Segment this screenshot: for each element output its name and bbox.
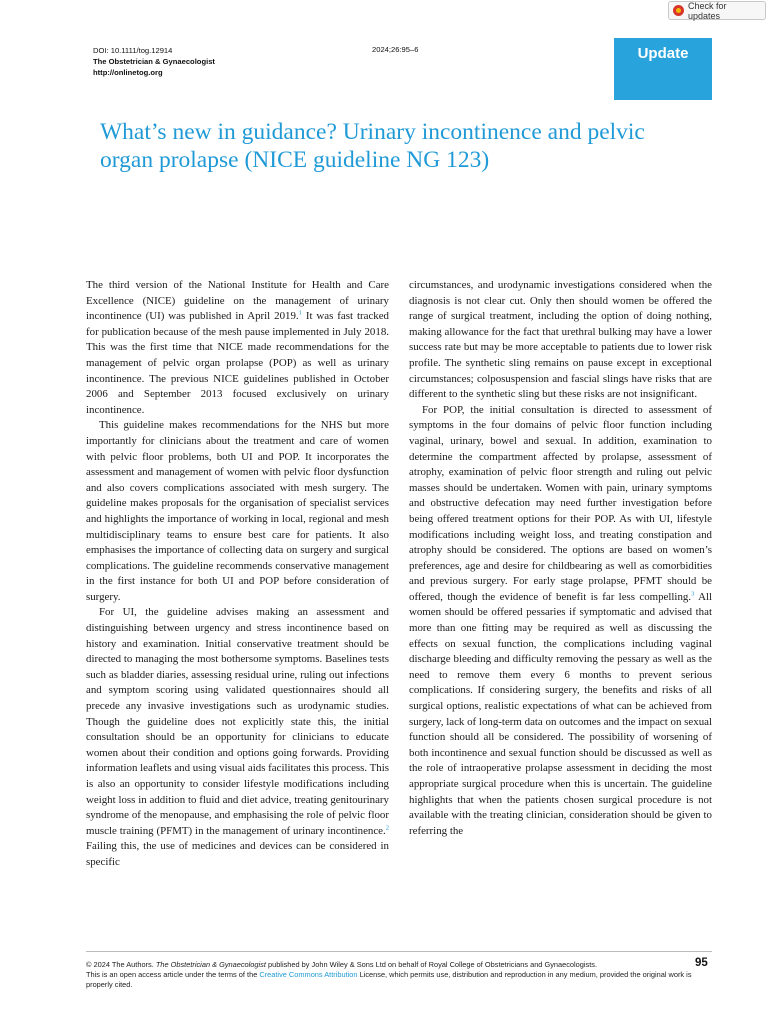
crossmark-icon bbox=[673, 5, 684, 16]
footer-divider bbox=[86, 951, 712, 952]
column-left bbox=[86, 278, 389, 871]
article-title: What’s new in guidance? Urinary incontinence and pelvic organ prolapse (NICE guideline NG 123) bbox=[100, 119, 645, 173]
journal-name: The Obstetrician & Gynaecologist bbox=[93, 57, 215, 66]
paragraph: For UI, the guideline advises making an assessment and distinguishing between urgency and stress incontinence based on history and examination. Initial conservative treatment should be directed to managing the most bothersome symptoms. Baselines tests such as bladder diaries, assessing residual urine, ruling out infections and symptom scoring using validated questionnaires should all precede any invasive investigations such as urodynamic studies. Though the guideline does not explicitly state this, the initial consultation should be an opportunity for clinicians to educate women about their condition and options going forwards. Providing information leaflets and using visual aids facilitates this process. This is also an opportunity to consider lifestyle modifications including weight loss in addition to fluid and diet advice, treating genitourinary syndrome of the menopause, and emphasising the role of pelvic floor muscle training (PFMT) in the management of urinary incontinence.$^2$ Failing this, the use of medicines and devices can be considered in specific bbox=[86, 606, 389, 868]
reference-link[interactable]: 3 bbox=[691, 590, 695, 598]
volume-info: 2024;26:95–6 bbox=[372, 45, 419, 54]
check-for-updates-button[interactable] bbox=[668, 1, 766, 20]
copyright-footer: © 2024 The Authors. The Obstetrician & Gynaecologist published by John Wiley & Sons Ltd on behalf of Royal College of Obstetricians and Gynaecologists. This is an open access article under the terms of the Creative Commons Attribution License, which permits use, distribution and reproduction in any medium, provided the original work is properly cited. bbox=[86, 960, 692, 989]
paragraph: This guideline makes recommendations for the NHS but more importantly for clinicians about the treatment and care of women with pelvic floor problems, both UI and POP. It incorporates the assessment and management of women with pelvic floor dysfunction and also covers complications associated with mesh surgery. The guideline makes proposals for the organisation of specialist services and highlights the importance of working in local, regional and mesh multidisciplinary teams to ensure best care for patients. It also emphasises the importance of collecting data on surgery and surgical complications. The guideline recommends conservative management in the first instance for both UI and POP before consideration of surgery. bbox=[86, 419, 389, 603]
reference-link[interactable]: 2 bbox=[385, 824, 389, 832]
section-badge: Update bbox=[614, 38, 712, 100]
page-number: 95 bbox=[695, 957, 708, 969]
check-for-updates-label: Check for updates bbox=[688, 0, 727, 21]
column-right bbox=[409, 278, 712, 839]
article-meta bbox=[93, 45, 215, 78]
doi: DOI: 10.1111/tog.12914 bbox=[93, 46, 173, 55]
paragraph: circumstances, and urodynamic investigations considered when the diagnosis is not clear cut. Only then should women be offered the range of surgical treatment, including the option of doing nothing, making allowance for the fact that urethral bulking may have a lower success rate but may be more acceptable to patients due to lower risk profile. The synthetic sling remains on pause except in exceptional circumstances; colposuspension and fascial slings have risks that are different to the synthetic sling but these risks are not insignificant. bbox=[409, 279, 712, 401]
journal-url[interactable]: http://onlinetog.org bbox=[93, 68, 163, 77]
license-link[interactable]: Creative Commons Attribution bbox=[259, 970, 358, 979]
reference-link[interactable]: 1 bbox=[298, 309, 302, 317]
paragraph: For POP, the initial consultation is directed to assessment of symptoms in the four domains of pelvic floor function including vaginal, urinary, bowel and sexual. In addition, examination to determine the compartment affected by prolapse, assessment of atrophy, examination of pelvic floor strength and ruling out pelvic masses should be undertaken. Women with pain, urinary symptoms and obstructive defecation may need further investigation before being offered treatment options for their POP. As with UI, lifestyle modifications including weight loss, and treating constipation and atrophy should be considered. The options are based on women’s preferences, age and desire for childbearing as well as comorbidities and previous surgery. For early stage prolapse, PFMT should be offered, though the evidence of benefit is far less compelling.$^3$ All women should be offered pessaries if symptomatic and advised that more than one fitting may be required as well as discussing the effects on sexual function, the complications including vaginal discharge bleeding and difficulty removing the pessary as well as the need to remove them every 6 months to prevent serious complications. If considering surgery, the benefits and risks of all surgical options, realistic expectations of what can be achieved from surgery, lack of long-term data on outcomes and the impact on sexual function should all be considered. The possibility of worsening of both incontinence and sexual function should be discussed as well as the role of intraoperative prolapse assessment in deciding the most appropriate surgical procedure when this is uncertain. The guideline highlights that when the patients chosen surgical procedure is not available with the treating clinician, consideration should be given to referring the bbox=[409, 403, 712, 837]
paragraph: The third version of the National Institute for Health and Care Excellence (NICE) guideline on the management of urinary incontinence (UI) was published in April 2019.$^1$ It was fast tracked for publication because of the mesh pause implemented in July 2018. This was the first time that NICE made recommendations for the management of pelvic organ prolapse (POP) as well as urinary incontinence. The previous NICE guidelines published in October 2006 and September 2013 focused exclusively on urinary incontinence. bbox=[86, 279, 390, 416]
